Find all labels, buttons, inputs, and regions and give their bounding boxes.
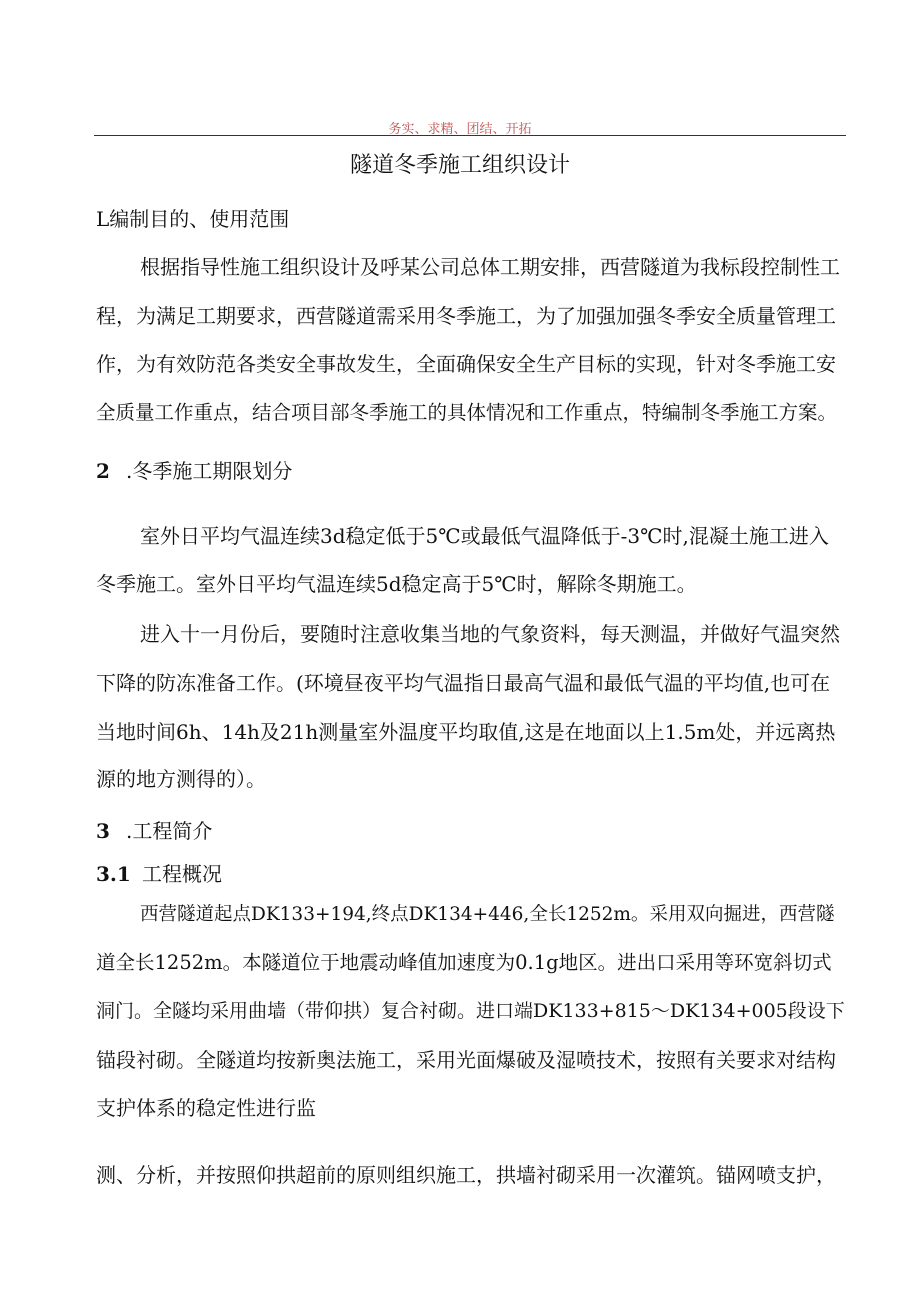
section-3-title: .工程简介: [126, 819, 213, 843]
section-3-line: 锚段衬砌。全隧道均按新奥法施工，采用光面爆破及湿喷技术，按照有关要求对结构: [96, 1048, 836, 1072]
section-2-heading: [96, 455, 292, 484]
section-3-line: 西营隧道起点DK133+194,终点DK134+446,全长1252m。采用双向掘进，西营隧: [140, 904, 835, 925]
section-2-line: 室外日平均气温连续3d稳定低于5℃或最低气温降低于-3℃时,混凝土施工进入: [140, 524, 829, 548]
section-1-heading: L编制目的、使用范围: [96, 207, 290, 231]
section-2-line: 冬季施工。室外日平均气温连续5d稳定高于5℃时，解除冬期施工。: [96, 572, 697, 596]
section-1-line: 作，为有效防范各类安全事故发生，全面确保安全生产目标的实现，针对冬季施工安: [96, 352, 836, 376]
header-divider: [94, 135, 846, 136]
section-1-line: 根据指导性施工组织设计及呼某公司总体工期安排，西营隧道为我标段控制性工: [140, 255, 840, 279]
section-3-continuation: 测、分析，并按照仰拱超前的原则组织施工，拱墙衬砌采用一次灌筑。锚网喷支护，: [96, 1163, 836, 1187]
section-3-line: 洞门。全隧均采用曲墙（带仰拱）复合衬砌。进口端DK133+815～DK134+005段设下: [96, 1000, 845, 1022]
section-2-line: 当地时间6h、14h及21h测量室外温度平均取值,这是在地面以上1.5m处，并远离热: [96, 720, 836, 744]
section-2-line: 进入十一月份后，要随时注意收集当地的气象资料，每天测温，并做好气温突然: [140, 622, 840, 646]
subsection-3-1-heading: [96, 858, 222, 887]
section-3-line: 道全长1252m。本隧道位于地震动峰值加速度为0.1g地区。进出口采用等环宽斜切式: [96, 951, 832, 974]
section-2-title: .冬季施工期限划分: [126, 459, 293, 483]
section-3-heading: [96, 815, 212, 844]
section-3-line: 支护体系的稳定性进行监: [96, 1096, 316, 1120]
section-1-line: 全质量工作重点，结合项目部冬季施工的具体情况和工作重点，特编制冬季施工方案。: [96, 401, 838, 424]
section-2-line: 源的地方测得的）。: [96, 767, 266, 791]
document-title: 隧道冬季施工组织设计: [349, 153, 570, 178]
section-1-line: 程，为满足工期要求，西营隧道需采用冬季施工，为了加强加强冬季安全质量管理工: [96, 304, 836, 328]
subsection-3-1-title: 工程概况: [142, 862, 222, 886]
section-2-number: 2: [96, 459, 110, 483]
subsection-3-1-number: 3.1: [96, 862, 131, 886]
section-2-line: 下降的防冻准备工作。(环境昼夜平均气温指日最高气温和最低气温的平均值,也可在: [96, 671, 831, 695]
header-motto: 务实、求精、团结、开拓: [388, 122, 532, 137]
section-3-number: 3: [96, 819, 110, 843]
